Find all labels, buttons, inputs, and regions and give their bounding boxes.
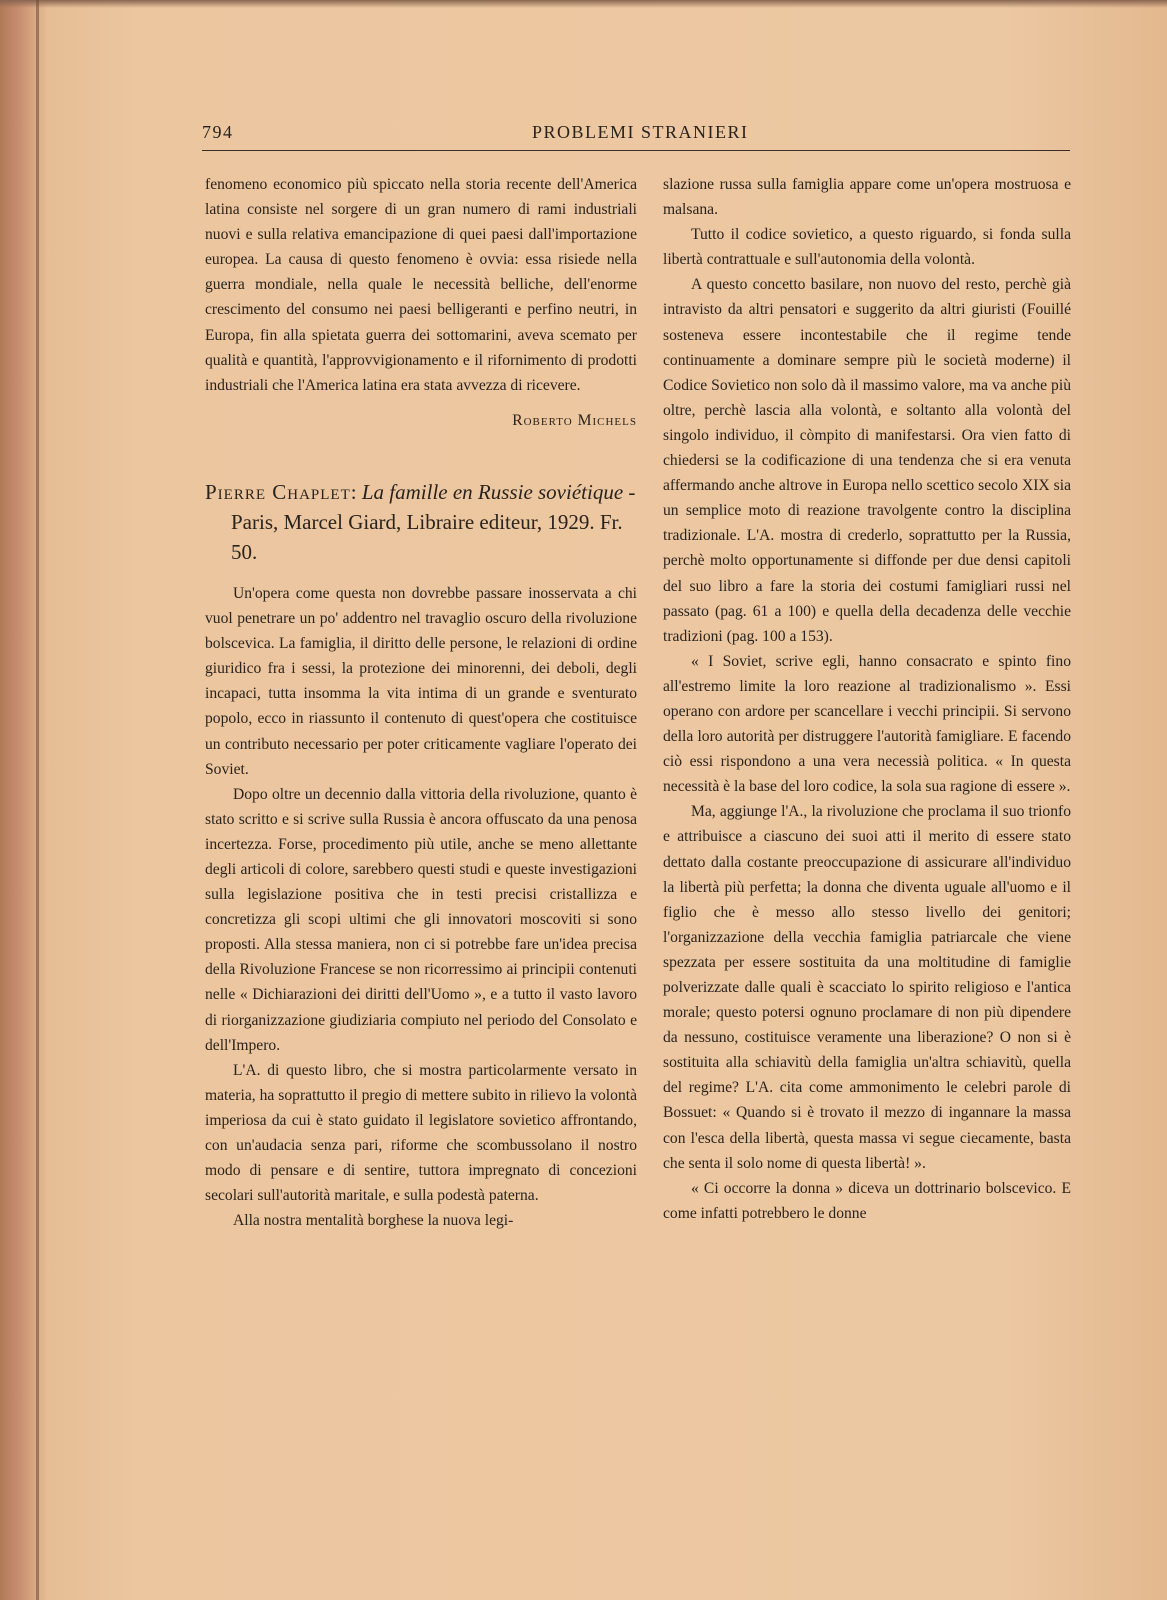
review-book-title: La famille en Russie soviétique [361,479,624,504]
running-title: PROBLEMI STRANIERI [532,122,749,142]
author-signature: Roberto Michels [512,411,637,429]
review-author: Pierre Chaplet [205,479,351,504]
paragraph: slazione russa sulla famiglia appare come un'opera mostruosa e malsana. [663,176,1071,219]
review-publication: - Paris, Marcel Giard, Libraire editeur, 1929. Fr. 50. [231,479,636,564]
page-number: 794 [202,122,234,142]
paragraph: Dopo oltre un decennio dalla vittoria della rivoluzione, quanto è stato scritto e si scrive sulla Russia è ancora offuscato da una penosa incertezza. Forse, procedimento più utile, anche se meno allettante degli articoli di colore, sarebbero questi studi e queste investigazioni sulla legislazione positiva che in testi precisi cristallizza e concretizza gli scopi ultimi che gli innovatori moscoviti si sono proposti. Alla stessa maniera, non ci si potrebbe fare un'idea precisa della Rivoluzione Francese se non ricorressimo ai principii contenuti nelle « Dichiarazioni dei diritti dell'Uomo », e a tutto il vasto lavoro di riorganizzazione giudiziaria compiuto nel periodo del Consolato e dell'Impero. [205,785,637,1054]
page-top-shadow [0,0,1167,8]
paragraph: Alla nostra mentalità borghese la nuova legi- [233,1212,514,1230]
review-heading [205,477,637,567]
paragraph: L'A. di questo libro, che si mostra particolarmente versato in materia, ha soprattutto il pregio di mettere subito in rilievo la volontà imperiosa da cui è stato guidato il legislatore sovietico affrontando, con un'audacia senza pari, riforme che scombussolano il nostro modo di pensare e di sentire, tuttora impregnato di concezioni secolari sull'autorità maritale, e sulla podestà paterna. [205,1061,637,1205]
paragraph: fenomeno economico più spiccato nella storia recente dell'America latina consiste nel sorgere di un gran numero di rami industriali nuovi e sulla relativa emancipazione di quei paesi dall'importazione europea. La causa di questo fenomeno è ovvia: essa risiede nella guerra mondiale, nella quale le necessità belliche, dell'enorme crescimento del consumo nei paesi belligeranti e perfino neutri, in Europa, fin alla spietata guerra dei sottomarini, aveva scemato per qualità e quantità, l'approvvigionamento e il rifornimento di prodotti industriali che l'America latina era stata avvezza di ricevere. [205,176,637,394]
paragraph: « I Soviet, scrive egli, hanno consacrato e spinto fino all'estremo limite la loro reazione al tradizionalismo ». Essi operano con ardore per scancellare i vecchi principii. Si servono della loro autorità per distruggere l'autorità famigliare. E facendo ciò essi rispondono a una vera necessià politica. « In questa necessità è la base del loro codice, la sola sua ragione di essere ». [663,652,1071,796]
paragraph: Ma, aggiunge l'A., la rivoluzione che proclama il suo trionfo e attribuisce a ciascuno dei suoi atti il merito di essere stato dettato dalla costante preoccupazione di assicurare all'individuo la libertà più perfetta; la donna che diventa uguale all'uomo e il figlio che è messo allo stesso livello dei genitori; l'organizzazione della vecchia famiglia patriarcale che viene spezzata per essere sostituita da una moltitudine di famiglie polverizzate dalle quali è scacciato lo spirito religioso e l'antica morale; questo potersi ognuno proclamare di non più dipendere da nessuno, costituisce veramente una liberazione? O non si è sostituita alla schiavitù della famiglia un'altra schiavitù, quella del regime? L'A. cita come ammonimento le celebri parole di Bossuet: « Quando si è trovato il mezzo di ingannare la massa con l'esca della libertà, questa massa vi segue ciecamente, basta che senta il solo nome di questa libertà! ». [663,803,1071,1172]
paragraph: « Ci occorre la donna » diceva un dottrinario bolscevico. E come infatti potrebbero le donne [663,1179,1071,1222]
left-column [205,172,637,1233]
paragraph: Tutto il codice sovietico, a questo riguardo, si fonda sulla libertà contrattuale e sull'autonomia della volontà. [663,226,1071,269]
review-separator: : [350,479,362,504]
right-column [663,172,1071,1226]
book-spine-edge [36,0,39,1600]
page-header [202,118,1070,151]
paragraph: Un'opera come questa non dovrebbe passare inosservata a chi vuol penetrare un po' addentro nel travaglio oscuro della rivoluzione bolscevica. La famiglia, il diritto delle persone, le relazioni di ordine giuridico fra i sessi, la protezione dei minorenni, dei deboli, degli incapaci, tutta insomma la vita intima di un grande e sventurato popolo, ecco in riassunto il contenuto di quest'opera che costituisce un contributo necessario per poter criticamente vagliare l'operato dei Soviet. [205,584,637,778]
paragraph: A questo concetto basilare, non nuovo del resto, perchè già intravisto da altri pensatori e suggerito da altri giuristi (Fouillé sosteneva essere incontestabile che il regime tende continuamente a dominare sempre più le società moderne) il Codice Sovietico non solo dà il massimo valore, ma va anche più oltre, perchè lascia alla volontà, e soltanto alla volontà del singolo individuo, il còmpito di manifestarsi. Ora vien fatto di chiedersi se la codificazione di una tendenza che si era venuta affermando anche altrove in Europa nello scettico secolo XIX sia un semplice moto di reazione travolgente contro la disciplina tradizionale. L'A. mostra di crederlo, soprattutto per la Russia, perchè molto opportunamente si diffonde per due densi capitoli del suo libro a fare la storia dei costumi famigliari russi nel passato (pag. 61 a 100) e quella della decadenza delle vecchie tradizioni (pag. 100 a 153). [663,276,1071,645]
